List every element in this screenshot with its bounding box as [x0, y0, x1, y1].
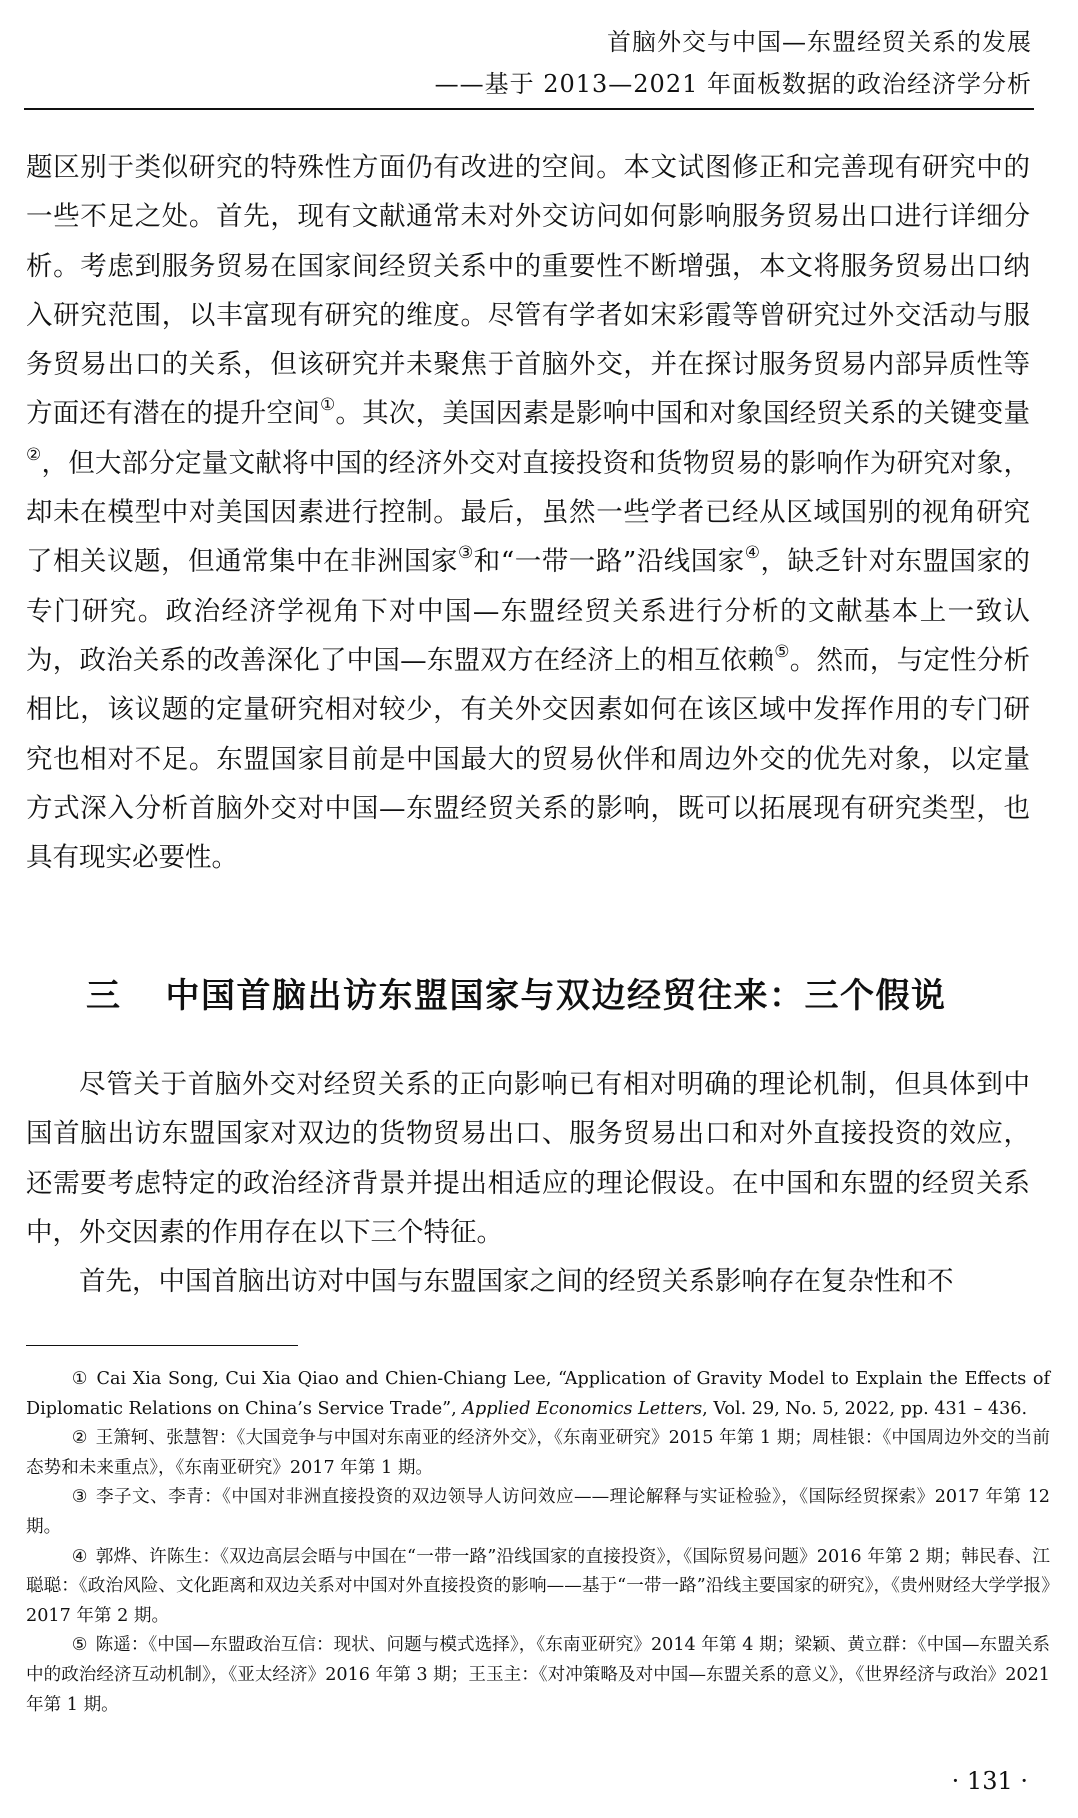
section-number: 三 — [86, 976, 122, 1016]
footnote-ref-5[interactable]: ⑤ — [774, 642, 790, 663]
text-run: 题区别于类似研究的特殊性方面仍有改进的空间。本文试图修正和完善现有研究中的一些不足之处。首先，现有文献通常未对外交访问如何影响服务贸易出口进行详细分析。考虑到服务贸易在国家间经贸关系中的重要性不断增强，本文将服务贸易出口纳入研究范围，以丰富现有研究的维度。尽管有学者如宋彩霞等曾研究过外交活动与服务贸易出口的关系，但该研究并未聚焦于首脑外交，并在探讨服务贸易内部异质性等方面还有潜在的提升空间 — [26, 152, 1030, 430]
footnote-text: 郭烨、许陈生：《双边高层会晤与中国在“一带一路”沿线国家的直接投资》，《国际贸易问题》2016 年第 2 期；韩民春、江聪聪：《政治风险、文化距离和双边关系对中国对外直接投资的影响——基于“一带一路”沿线主要国家的研究》，《贵州财经大学学报》2017 年第 2 期。 — [26, 1546, 1050, 1626]
footnote-3 — [26, 1483, 1050, 1542]
footnote-1 — [26, 1365, 1050, 1424]
footnote-text: Cai Xia Song, Cui Xia Qiao and Chien-Chiang Lee, “Application of Gravity Model to Explain the Effects of Diplomatic Relations on China’s Service Trade”, — [26, 1369, 1050, 1419]
body-paragraph-1 — [26, 143, 1030, 882]
footnote-mark: ⑤ — [71, 1635, 88, 1656]
footnote-mark: ② — [71, 1428, 88, 1449]
page-number: · 131 · — [951, 1767, 1028, 1795]
footnotes — [26, 1365, 1050, 1720]
text-run: 。然而，与定性分析相比，该议题的定量研究相对较少，有关外交因素如何在该区域中发挥作用的专门研究也相对不足。东盟国家目前是中国最大的贸易伙伴和周边外交的优先对象，以定量方式深入分析首脑外交对中国—东盟经贸关系的影响，既可以拓展现有研究类型，也具有现实必要性。 — [26, 644, 1031, 874]
footnote-ref-4[interactable]: ④ — [744, 543, 761, 564]
footnote-2 — [26, 1424, 1050, 1483]
text-run: 。其次，美国因素是影响中国和对象国经贸关系的关键变量 — [335, 398, 1030, 430]
footnote-5 — [26, 1631, 1050, 1720]
footnote-text: 王箫轲、张慧智：《大国竞争与中国对东南亚的经济外交》，《东南亚研究》2015 年第 1 期；周桂银：《中国周边外交的当前态势和未来重点》，《东南亚研究》2017 年第 1 期。 — [26, 1428, 1050, 1478]
text-run: ，缺乏针对东盟国家的专门研究。政治经济学视角下对中国—东盟经贸关系进行分析的文献基本上一致认为，政治关系的改善深化了中国—东盟双方在经济上的相互依赖 — [26, 546, 1031, 676]
footnote-mark: ③ — [71, 1487, 88, 1508]
running-head-title: 首脑外交与中国—东盟经贸关系的发展 — [607, 28, 1032, 56]
footnote-ref-3[interactable]: ③ — [457, 543, 474, 564]
footnote-rule — [26, 1345, 298, 1346]
footnote-text: , Vol. 29, No. 5, 2022, pp. 431 – 436. — [702, 1398, 1028, 1419]
footnote-journal: Applied Economics Letters — [462, 1398, 703, 1419]
footnote-ref-2[interactable]: ② — [26, 444, 42, 465]
text-run: ，但大部分定量文献将中国的经济外交对直接投资和货物贸易的影响作为研究对象，却未在模型中对美国因素进行控制。最后，虽然一些学者已经从区域国别的视角研究了相关议题，但通常集中在非洲国家 — [26, 447, 1030, 578]
running-head-subtitle: ——基于 2013—2021 年面板数据的政治经济学分析 — [434, 70, 1032, 98]
footnote-ref-1[interactable]: ① — [319, 395, 336, 416]
text-run: 和“一带一路”沿线国家 — [473, 546, 745, 578]
section-title: 中国首脑出访东盟国家与双边经贸往来：三个假说 — [165, 976, 947, 1016]
footnote-text: 陈遥：《中国—东盟政治互信：现状、问题与模式选择》，《东南亚研究》2014 年第 4 期；梁颖、黄立群：《中国—东盟关系中的政治经济互动机制》，《亚太经济》2016 年第 3 期；王玉主：《对冲策略及对中国—东盟关系的意义》，《世界经济与政治》2021 年第 1 期。 — [26, 1635, 1050, 1715]
header-rule — [24, 108, 1034, 110]
footnote-mark: ④ — [71, 1546, 88, 1567]
footnote-text: 李子文、李青：《中国对非洲直接投资的双边领导人访问效应——理论解释与实证检验》，《国际经贸探索》2017 年第 12 期。 — [26, 1487, 1050, 1537]
body-paragraph-3: 首先，中国首脑出访对中国与东盟国家之间的经贸关系影响存在复杂性和不 — [79, 1266, 954, 1297]
section-heading — [86, 968, 947, 1017]
footnote-4 — [26, 1543, 1050, 1632]
footnote-mark: ① — [71, 1369, 89, 1389]
body-paragraph-2: 尽管关于首脑外交对经贸关系的正向影响已有相对明确的理论机制，但具体到中国首脑出访东盟国家对双边的货物贸易出口、服务贸易出口和对外直接投资的效应，还需要考虑特定的政治经济背景并提出相适应的理论假设。在中国和东盟的经贸关系中，外交因素的作用存在以下三个特征。 — [26, 1069, 1030, 1248]
